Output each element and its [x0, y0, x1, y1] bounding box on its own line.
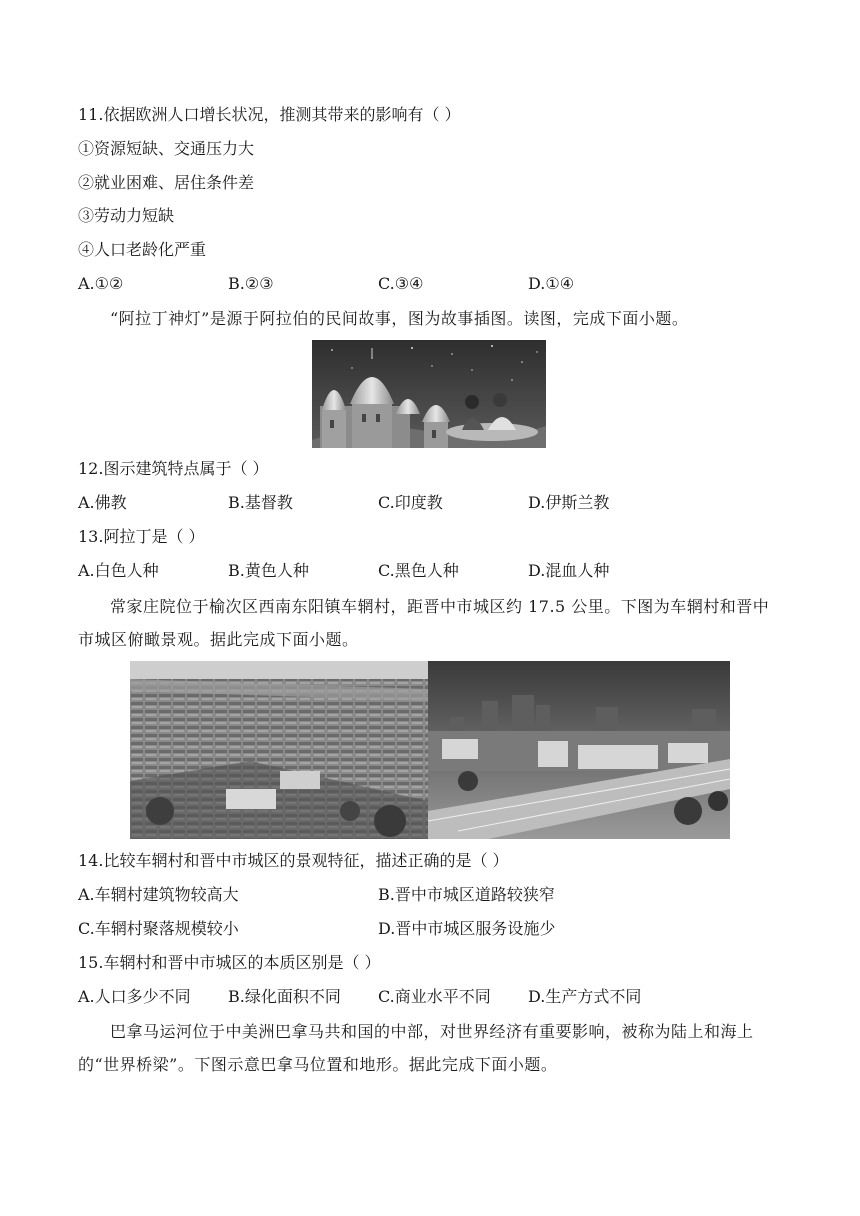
q15-option-b: B.绿化面积不同 [228, 987, 341, 1006]
q11-stem: 11.依据欧洲人口增长状况，推测其带来的影响有（ ） [78, 105, 461, 124]
village-aerial-svg [130, 661, 428, 839]
q13-option-b: B.黄色人种 [228, 561, 309, 580]
q12-option-c: C.印度教 [378, 493, 443, 512]
village-aerial-photo [130, 661, 428, 839]
q14-stem: 14.比较车辋村和晋中市城区的景观特征，描述正确的是（ ） [78, 851, 509, 870]
q15-option-d: D.生产方式不同 [528, 987, 642, 1006]
city-aerial-photo [428, 661, 730, 839]
q11-option-c: C.③④ [378, 274, 424, 293]
q12-stem: 12.图示建筑特点属于（ ） [78, 459, 269, 478]
village-intro: 常家庄院位于榆次区西南东阳镇车辋村，距晋中市城区约 17.5 公里。下图为车辋村和晋中市城区俯瞰景观。据此完成下面小题。 [78, 597, 770, 649]
q15-stem: 15.车辋村和晋中市城区的本质区别是（ ） [78, 953, 381, 972]
q11-item-4: ④人口老龄化严重 [78, 240, 207, 259]
q14-option-b: B.晋中市城区道路较狭窄 [378, 885, 555, 904]
q11-item-1: ①资源短缺、交通压力大 [78, 139, 255, 158]
aladdin-illustration [312, 340, 546, 448]
q13-option-a: A.白色人种 [78, 561, 159, 580]
q11-option-d: D.①④ [528, 274, 575, 293]
q11-option-a: A.①② [78, 274, 124, 293]
q15-option-a: A.人口多少不同 [78, 987, 191, 1006]
panama-intro: 巴拿马运河位于中美洲巴拿马共和国的中部，对世界经济有重要影响，被称为陆上和海上的“世界桥梁”。下图示意巴拿马位置和地形。据此完成下面小题。 [78, 1022, 754, 1074]
q12-option-a: A.佛教 [78, 493, 127, 512]
q14-option-d: D.晋中市城区服务设施少 [378, 919, 556, 938]
aladdin-intro: “阿拉丁神灯”是源于阿拉伯的民间故事，图为故事插图。读图，完成下面小题。 [110, 309, 689, 328]
q12-option-b: B.基督教 [228, 493, 293, 512]
q11-option-b: B.②③ [228, 274, 274, 293]
aladdin-illustration-svg [312, 340, 546, 448]
q13-option-c: C.黑色人种 [378, 561, 459, 580]
q12-option-d: D.伊斯兰教 [528, 493, 610, 512]
q13-stem: 13.阿拉丁是（ ） [78, 527, 205, 546]
q14-option-c: C.车辋村聚落规模较小 [78, 919, 239, 938]
q13-option-d: D.混血人种 [528, 561, 610, 580]
q14-option-a: A.车辋村建筑物较高大 [78, 885, 239, 904]
city-aerial-svg [428, 661, 730, 839]
q11-item-2: ②就业困难、居住条件差 [78, 173, 255, 192]
q11-item-3: ③劳动力短缺 [78, 206, 175, 225]
q15-option-c: C.商业水平不同 [378, 987, 491, 1006]
